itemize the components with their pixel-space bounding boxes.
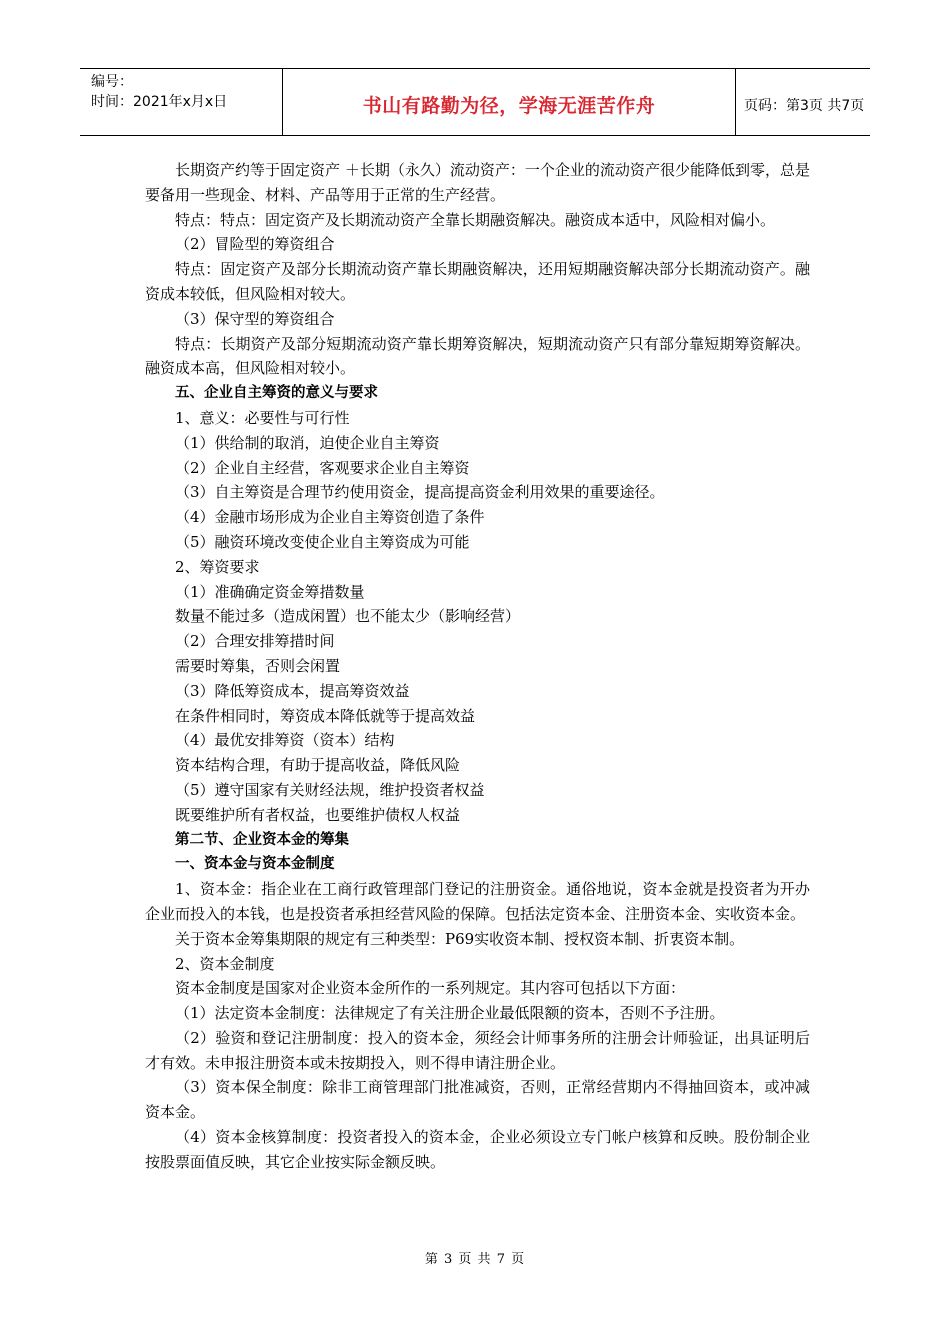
list-item: （2）企业自主经营，客观要求企业自主筹资 — [175, 458, 470, 477]
section-heading: 一、资本金与资本金制度 — [175, 856, 335, 873]
header-motto: 书山有路勤为径，学海无涯苦作舟 — [362, 95, 656, 117]
page-footer: 第 3 页 共 7 页 — [424, 1252, 526, 1267]
paragraph: 1、意义：必要性与可行性 — [175, 408, 350, 427]
header-right-cell — [736, 69, 870, 135]
paragraph: 特点：长期资产及部分短期流动资产靠长期筹资解决，短期流动资产只有部分靠短期筹资解决。融资成本高，但风险相对较小。 — [145, 334, 810, 378]
paragraph: 特点：特点：固定资产及长期流动资产全靠长期融资解决。融资成本适中，风险相对偏小。 — [175, 210, 776, 229]
paragraph: 2、筹资要求 — [175, 557, 260, 576]
paragraph: 资本金制度是国家对企业资本金所作的一系列规定。其内容可包括以下方面： — [175, 979, 686, 998]
document-body — [145, 158, 810, 1175]
list-item: （4）资本金核算制度：投资者投入的资本金，企业必须设立专门帐户核算和反映。股份制企业按股票面值反映，其它企业按实际金额反映。 — [145, 1128, 810, 1171]
header-middle-cell — [282, 69, 736, 135]
list-item: （3）自主筹资是合理节约使用资金，提高提高资金利用效果的重要途径。 — [175, 483, 665, 502]
paragraph: （2）冒险型的筹资组合 — [175, 235, 335, 254]
header-page-info: 页码：第3页 共7页 — [744, 98, 865, 114]
document-header — [80, 68, 870, 136]
paragraph: 数量不能过多（造成闲置）也不能太少（影响经营） — [175, 607, 521, 626]
section-heading: 第二节、企业资本金的筹集 — [175, 831, 349, 848]
paragraph: （3）保守型的筹资组合 — [175, 309, 335, 328]
paragraph: 特点：固定资产及部分长期流动资产靠长期融资解决，还用短期融资解决部分长期流动资产。融资成本较低，但风险相对较大。 — [145, 260, 810, 303]
list-item: （1）准确确定资金筹措数量 — [175, 582, 365, 601]
list-item: （3）资本保全制度：除非工商管理部门批准减资，否则，正常经营期内不得抽回资本，或冲减资本金。 — [145, 1078, 810, 1122]
paragraph: 需要时筹集，否则会闲置 — [175, 656, 341, 675]
paragraph: 2、资本金制度 — [175, 954, 275, 973]
list-item: （4）金融市场形成为企业自主筹资创造了条件 — [175, 508, 485, 527]
list-item: （5）遵守国家有关财经法规，维护投资者权益 — [175, 780, 485, 799]
list-item: （5）融资环境改变使企业自主筹资成为可能 — [175, 532, 470, 551]
list-item: （2）合理安排筹措时间 — [175, 632, 335, 651]
paragraph: 资本结构合理，有助于提高收益，降低风险 — [175, 756, 461, 775]
paragraph: 在条件相同时，筹资成本降低就等于提高效益 — [175, 706, 476, 725]
doc-date-label: 时间：2021年x月x日 — [91, 94, 228, 110]
header-left-cell — [80, 69, 282, 135]
paragraph: 长期资产约等于固定资产 ＋长期（永久）流动资产：一个企业的流动资产很少能降低到零，总是要备用一些现金、材料、产品等用于正常的生产经营。 — [145, 161, 810, 204]
list-item: （3）降低筹资成本，提高筹资效益 — [175, 681, 410, 700]
list-item: （2）验资和登记注册制度：投入的资本金，须经会计师事务所的注册会计师验证，出具证明后才有效。未申报注册资本或未按期投入，则不得申请注册企业。 — [145, 1028, 810, 1072]
list-item: （4）最优安排筹资（资本）结构 — [175, 731, 395, 750]
paragraph: 关于资本金筹集期限的规定有三种类型：P69实收资本制、授权资本制、折衷资本制。 — [175, 929, 745, 948]
paragraph: 1、资本金：指企业在工商行政管理部门登记的注册资金。通俗地说，资本金就是投资者为开办企业而投入的本钱，也是投资者承担经营风险的保障。包括法定资本金、注册资本金、实收资本金。 — [145, 880, 810, 923]
doc-code-label: 编号： — [91, 74, 133, 90]
list-item: （1）供给制的取消，迫使企业自主筹资 — [175, 433, 440, 452]
paragraph: 既要维护所有者权益，也要维护债权人权益 — [175, 805, 461, 824]
section-heading: 五、企业自主筹资的意义与要求 — [175, 385, 378, 402]
list-item: （1）法定资本金制度：法律规定了有关注册企业最低限额的资本，否则不予注册。 — [175, 1004, 725, 1023]
